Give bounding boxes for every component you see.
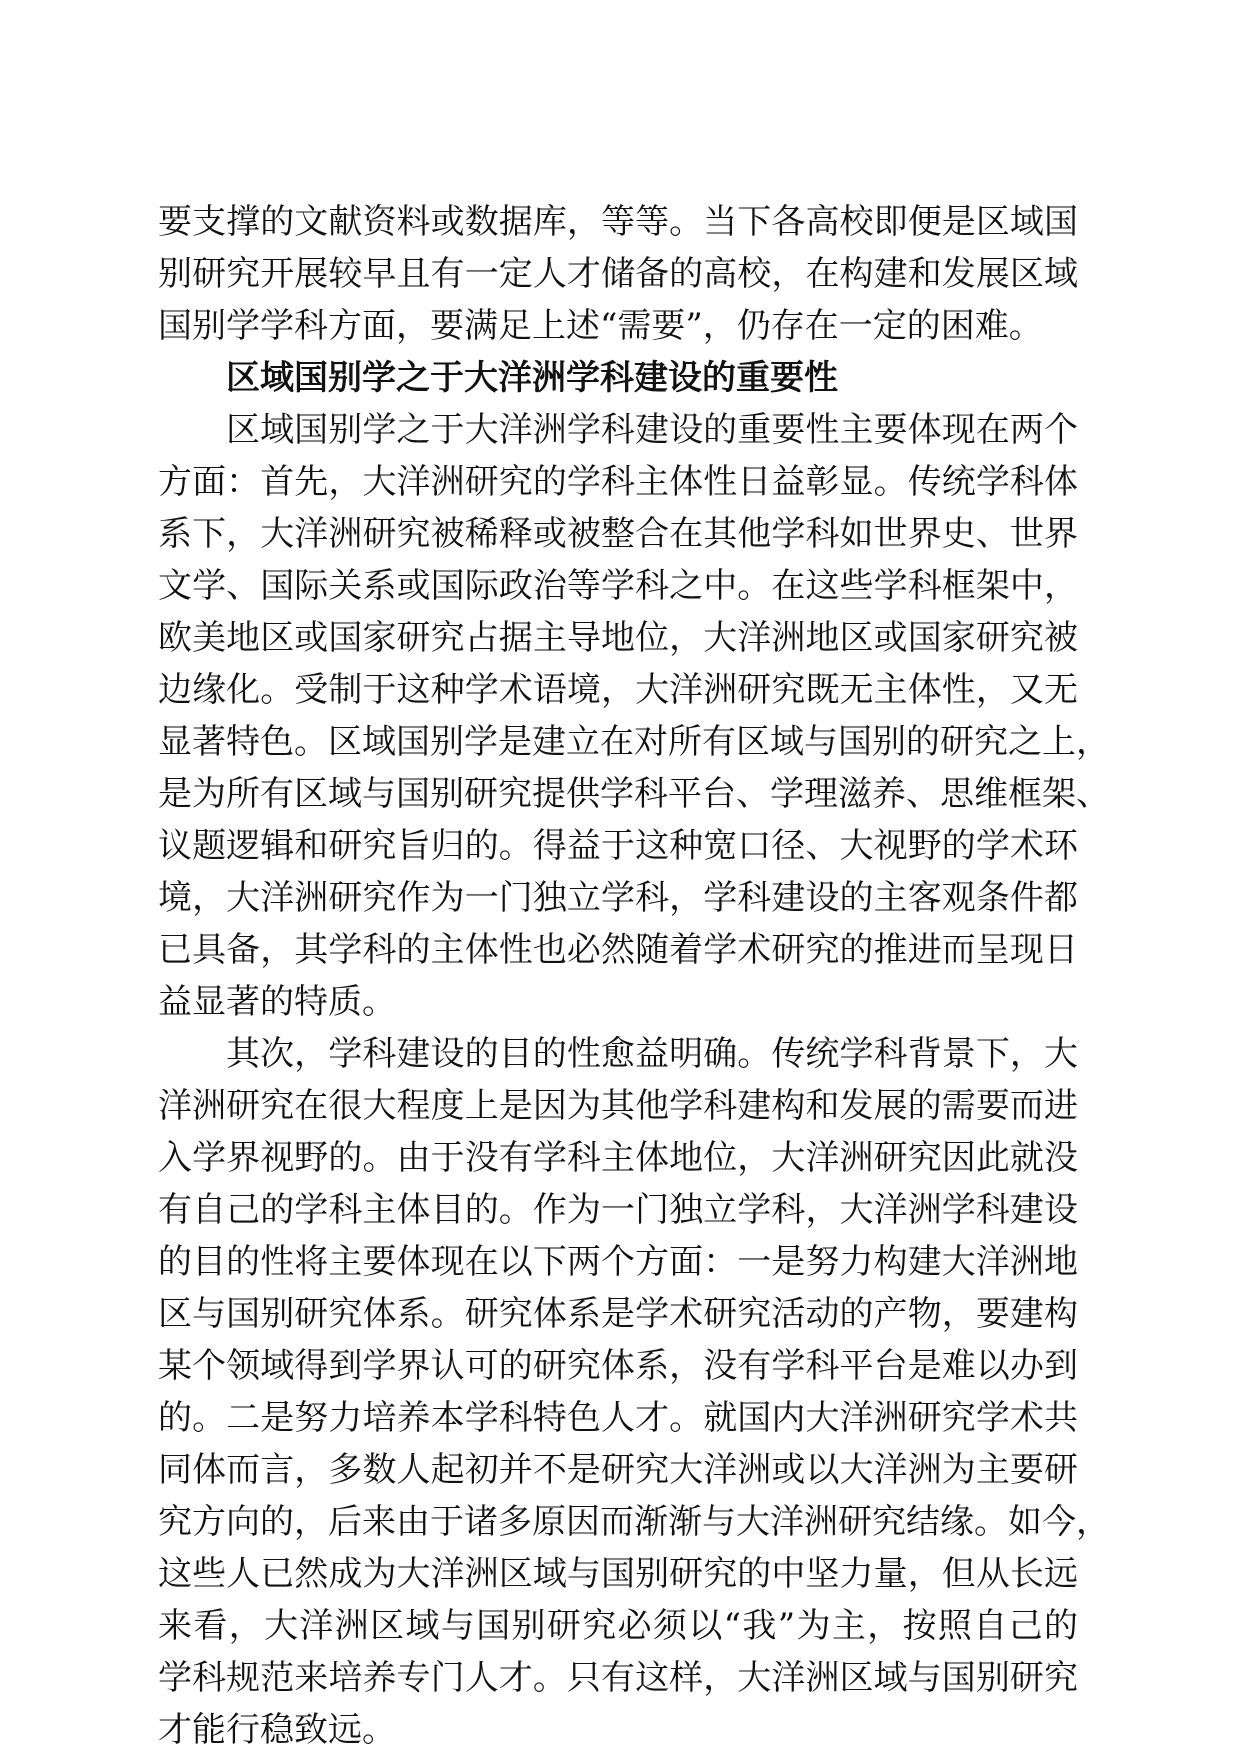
text-line: 区域国别学之于大洋洲学科建设的重要性主要体现在两个: [226, 410, 1078, 450]
text-line: 学科规范来培养专门人才。只有这样，大洋洲区域与国别研究: [158, 1658, 1078, 1698]
text-line: 的目的性将主要体现在以下两个方面：一是努力构建大洋洲地: [158, 1242, 1078, 1282]
text-line: 的。二是努力培养本学科特色人才。就国内大洋洲研究学术共: [158, 1398, 1078, 1438]
text-line: 欧美地区或国家研究占据主导地位，大洋洲地区或国家研究被: [158, 618, 1078, 658]
text-line: 文学、国际关系或国际政治等学科之中。在这些学科框架中，: [158, 566, 1078, 606]
paragraph-purpose: [158, 1028, 1110, 1756]
paragraph-continuation: [158, 196, 1078, 352]
text-line: 国别学学科方面，要满足上述“需要”，仍存在一定的困难。: [158, 306, 1043, 346]
text-line: 其次，学科建设的目的性愈益明确。传统学科背景下，大: [226, 1034, 1078, 1074]
text-line: 议题逻辑和研究旨归的。得益于这种宽口径、大视野的学术环: [158, 826, 1078, 866]
text-line: 入学界视野的。由于没有学科主体地位，大洋洲研究因此就没: [158, 1138, 1078, 1178]
text-line: 某个领域得到学界认可的研究体系，没有学科平台是难以办到: [158, 1346, 1078, 1386]
paragraph-importance: [158, 404, 1110, 1028]
text-line: 显著特色。区域国别学是建立在对所有区域与国别的研究之上，: [158, 722, 1110, 762]
text-line: 益显著的特质。: [158, 982, 396, 1022]
text-line: 要支撑的文献资料或数据库，等等。当下各高校即便是区域国: [158, 202, 1078, 242]
section-heading: 区域国别学之于大洋洲学科建设的重要性: [226, 358, 838, 398]
text-line: 是为所有区域与国别研究提供学科平台、学理滋养、思维框架、: [158, 774, 1110, 814]
text-line: 同体而言，多数人起初并不是研究大洋洲或以大洋洲为主要研: [158, 1450, 1078, 1490]
text-line: 已具备，其学科的主体性也必然随着学术研究的推进而呈现日: [158, 930, 1078, 970]
text-line: 才能行稳致远。: [158, 1710, 396, 1750]
text-line: 洋洲研究在很大程度上是因为其他学科建构和发展的需要而进: [158, 1086, 1078, 1126]
text-line: 区与国别研究体系。研究体系是学术研究活动的产物，要建构: [158, 1294, 1078, 1334]
text-line: 究方向的，后来由于诸多原因而渐渐与大洋洲研究结缘。如今，: [158, 1502, 1110, 1542]
document-page: [158, 196, 1110, 1756]
text-line: 这些人已然成为大洋洲区域与国别研究的中坚力量，但从长远: [158, 1554, 1078, 1594]
text-line: 有自己的学科主体目的。作为一门独立学科，大洋洲学科建设: [158, 1190, 1078, 1230]
text-line: 来看，大洋洲区域与国别研究必须以“我”为主，按照自己的: [158, 1606, 1078, 1646]
text-line: 方面：首先，大洋洲研究的学科主体性日益彰显。传统学科体: [158, 462, 1078, 502]
text-line: 边缘化。受制于这种学术语境，大洋洲研究既无主体性，又无: [158, 670, 1078, 710]
text-line: 别研究开展较早且有一定人才储备的高校，在构建和发展区域: [158, 254, 1078, 294]
text-line: 境，大洋洲研究作为一门独立学科，学科建设的主客观条件都: [158, 878, 1078, 918]
text-line: 系下，大洋洲研究被稀释或被整合在其他学科如世界史、世界: [158, 514, 1078, 554]
